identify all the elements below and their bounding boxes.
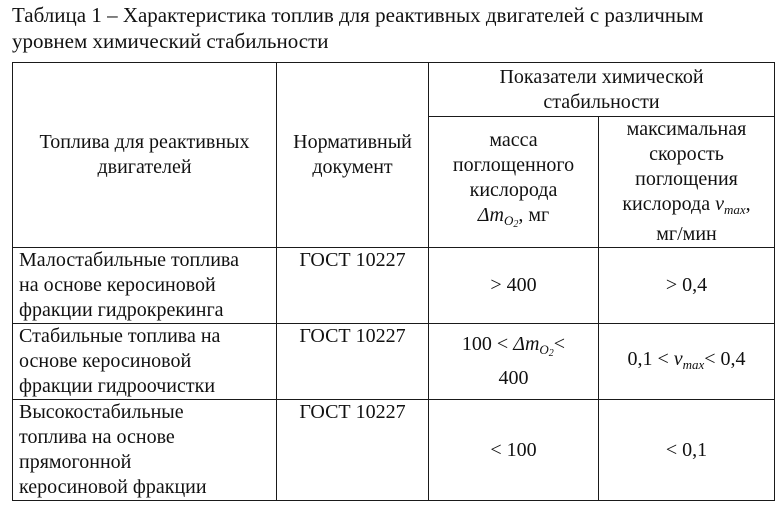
header-indicators: Показатели химической стабильности bbox=[429, 63, 775, 117]
fuel-cell: Малостабильные топлива на основе керосиновой фракции гидрокрекинга bbox=[13, 248, 277, 324]
mass-symbol: Δm bbox=[477, 203, 504, 226]
table-row bbox=[13, 248, 775, 324]
table-caption bbox=[12, 2, 772, 54]
fuel-cell: Высокостабильные топлива на основе прямогонной керосиновой фракции bbox=[13, 400, 277, 501]
header-fuel: Топлива для реактивных двигателей bbox=[13, 63, 277, 248]
header-document: Нормативный документ bbox=[277, 63, 429, 248]
document-cell: ГОСТ 10227 bbox=[277, 324, 429, 400]
header-row-1 bbox=[13, 63, 775, 117]
mass-cell: $100 < \Delta m_{O2}<$ 400 bbox=[429, 324, 599, 400]
header-max-rate: максимальная скорость поглощения кислорода $v_{max}$, мг/мин bbox=[599, 117, 775, 248]
mass-cell: > 400 bbox=[429, 248, 599, 324]
table-row bbox=[13, 324, 775, 400]
rate-cell: > 0,4 bbox=[599, 248, 775, 324]
document-cell: ГОСТ 10227 bbox=[277, 248, 429, 324]
rate-cell: < 0,1 bbox=[599, 400, 775, 501]
caption-line-2: уровнем химический стабильности bbox=[12, 29, 329, 53]
rate-cell: $0,1 < v_{max}< 0,4$ bbox=[599, 324, 775, 400]
table-row bbox=[13, 400, 775, 501]
document-cell: ГОСТ 10227 bbox=[277, 400, 429, 501]
rate-symbol: v bbox=[715, 193, 724, 215]
header-oxygen-mass: масса поглощенного кислорода $\Delta m_{O2}$, мг bbox=[429, 117, 599, 248]
fuel-stability-table bbox=[12, 62, 775, 501]
mass-cell: < 100 bbox=[429, 400, 599, 501]
fuel-cell: Стабильные топлива на основе керосиновой фракции гидроочистки bbox=[13, 324, 277, 400]
caption-line-1: Таблица 1 – Характеристика топлив для реактивных двигателей с различным bbox=[12, 3, 704, 27]
